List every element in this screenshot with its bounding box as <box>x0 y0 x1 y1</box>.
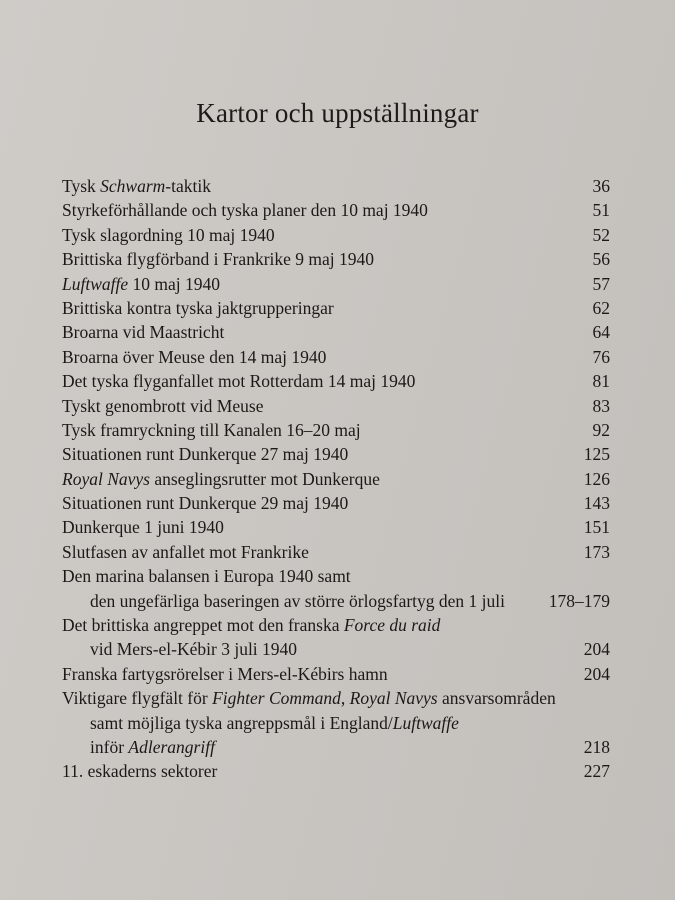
toc-entry-text <box>62 320 224 344</box>
toc-entry <box>62 418 610 442</box>
toc-entry <box>62 759 610 783</box>
toc-page-number: 178–179 <box>548 590 610 611</box>
toc-entry-continuation <box>62 637 610 661</box>
toc-entry <box>62 369 610 393</box>
text-segment: Viktigare flygfält för <box>62 688 213 709</box>
text-segment: Broarna vid Maastricht <box>62 322 225 343</box>
toc-page-number: 76 <box>592 346 610 367</box>
toc-entry-text <box>62 369 415 393</box>
toc-entry-text <box>62 613 440 637</box>
toc-entry <box>62 198 610 222</box>
toc-entry <box>62 174 610 198</box>
toc-page-number: 83 <box>592 395 610 416</box>
toc-entry <box>62 515 610 539</box>
text-segment: vid Mers-el-Kébir 3 juli 1940 <box>90 639 298 660</box>
text-segment: Situationen runt Dunkerque 29 maj 1940 <box>62 493 349 514</box>
text-segment: Tysk framryckning till Kanalen 16–20 maj <box>62 419 361 440</box>
toc-page-number: 227 <box>583 761 610 782</box>
toc-page-number: 56 <box>592 249 610 270</box>
toc-entry-continuation <box>62 711 610 735</box>
toc-entry <box>62 540 610 564</box>
text-segment: Det tyska flyganfallet mot Rotterdam 14 maj 1940 <box>62 371 416 392</box>
italic-text-segment: Schwarm <box>100 176 166 196</box>
toc-entry-text <box>62 345 326 369</box>
toc-entry <box>62 394 610 418</box>
text-segment: Franska fartygsrörelser i Mers-el-Kébirs hamn <box>62 663 388 684</box>
italic-text-segment: Royal Navys <box>349 688 438 709</box>
toc-page-number: 126 <box>583 468 610 489</box>
text-segment: , <box>340 688 350 709</box>
toc-entry-text <box>62 491 348 515</box>
text-segment: den ungefärliga baseringen av större örlogsfartyg den 1 juli <box>90 590 506 611</box>
text-segment: -taktik <box>165 176 211 196</box>
text-segment: Det brittiska angreppet mot den franska <box>62 615 344 636</box>
toc-entry <box>62 223 610 247</box>
text-segment: Brittiska flygförband i Frankrike 9 maj 1940 <box>62 249 375 270</box>
text-segment: Situationen runt Dunkerque 27 maj 1940 <box>62 444 349 465</box>
toc-page-number: 143 <box>583 493 610 514</box>
text-segment: Den marina balansen i Europa 1940 samt <box>62 566 351 587</box>
text-segment: 11. eskaderns sektorer <box>62 761 218 782</box>
toc-entry-text <box>90 711 459 735</box>
toc-entry-text <box>62 223 275 247</box>
toc-entry-text <box>62 418 361 442</box>
toc-page-number: 81 <box>592 371 610 392</box>
text-segment: Tysk slagordning 10 maj 1940 <box>62 224 275 245</box>
text-segment: Styrkeförhållande och tyska planer den 10 maj 1940 <box>62 200 428 221</box>
toc-page-number: 151 <box>583 517 610 538</box>
toc-page-number: 62 <box>592 297 610 318</box>
toc-page-number: 92 <box>592 419 610 440</box>
page-title: Kartor och uppställningar <box>196 98 479 128</box>
toc-entry <box>62 442 610 466</box>
toc-entry <box>62 491 610 515</box>
toc-page-number: 204 <box>583 639 610 660</box>
toc-page-number: 36 <box>592 176 610 196</box>
toc-entry <box>62 564 610 588</box>
toc-entry <box>62 686 610 710</box>
toc-entry <box>62 662 610 686</box>
toc-page-number: 64 <box>592 322 610 343</box>
italic-text-segment: Royal Navys <box>62 468 150 489</box>
text-segment: Slutfasen av anfallet mot Frankrike <box>62 541 309 562</box>
toc-entry-text <box>62 564 351 588</box>
toc-entry <box>62 467 610 491</box>
toc-entry-text <box>62 686 556 710</box>
toc-entry-continuation <box>62 735 610 759</box>
toc-entry-text <box>62 272 220 296</box>
italic-text-segment: Fighter Command <box>212 688 341 709</box>
toc-entry-text <box>62 174 211 198</box>
toc-entry-text <box>62 759 217 783</box>
toc-entry-text <box>62 662 388 686</box>
text-segment: Tysk <box>62 176 101 196</box>
toc-page-number: 204 <box>583 663 610 684</box>
italic-text-segment: Luftwaffe <box>62 273 129 294</box>
text-segment: 10 maj 1940 <box>128 273 220 294</box>
toc-page-number: 52 <box>592 224 610 245</box>
text-segment: Dunkerque 1 juni 1940 <box>62 517 224 538</box>
text-segment: samt möjliga tyska angreppsmål i England/ <box>90 712 393 733</box>
italic-text-segment: Force du raid <box>343 615 441 636</box>
toc-entry-text <box>90 637 297 661</box>
toc-page-number: 173 <box>583 541 610 562</box>
toc-entry <box>62 345 610 369</box>
toc-page-number: 218 <box>583 736 610 757</box>
toc-entry <box>62 320 610 344</box>
text-segment: Tyskt genombrott vid Meuse <box>62 395 264 416</box>
toc-entry <box>62 296 610 320</box>
toc-entry-text <box>62 296 334 320</box>
toc-page-number: 51 <box>592 200 610 221</box>
text-segment: Brittiska kontra tyska jaktgrupperingar <box>62 297 334 318</box>
toc-entry-continuation <box>62 589 610 613</box>
toc-entry-text <box>62 515 224 539</box>
toc-entry-text <box>62 467 380 491</box>
toc-entry <box>62 272 610 296</box>
italic-text-segment: Luftwaffe <box>392 712 459 733</box>
text-segment: Broarna över Meuse den 14 maj 1940 <box>62 346 327 367</box>
toc-entry-text <box>62 540 309 564</box>
toc-entry-text <box>62 198 428 222</box>
toc-page-number: 57 <box>592 273 610 294</box>
toc-entry <box>62 247 610 271</box>
text-segment: anseglingsrutter mot Dunkerque <box>149 468 380 489</box>
toc-entry-text <box>62 394 263 418</box>
italic-text-segment: Adlerangriff <box>128 736 215 757</box>
text-segment: ansvarsområden <box>437 688 556 709</box>
toc-entry <box>62 613 610 637</box>
toc-page-number: 125 <box>583 444 610 465</box>
text-segment: inför <box>90 736 129 757</box>
toc-entry-text <box>62 442 348 466</box>
table-of-contents <box>62 174 610 784</box>
toc-entry-text <box>62 247 374 271</box>
toc-entry-text <box>90 589 505 613</box>
toc-entry-text <box>90 735 215 759</box>
